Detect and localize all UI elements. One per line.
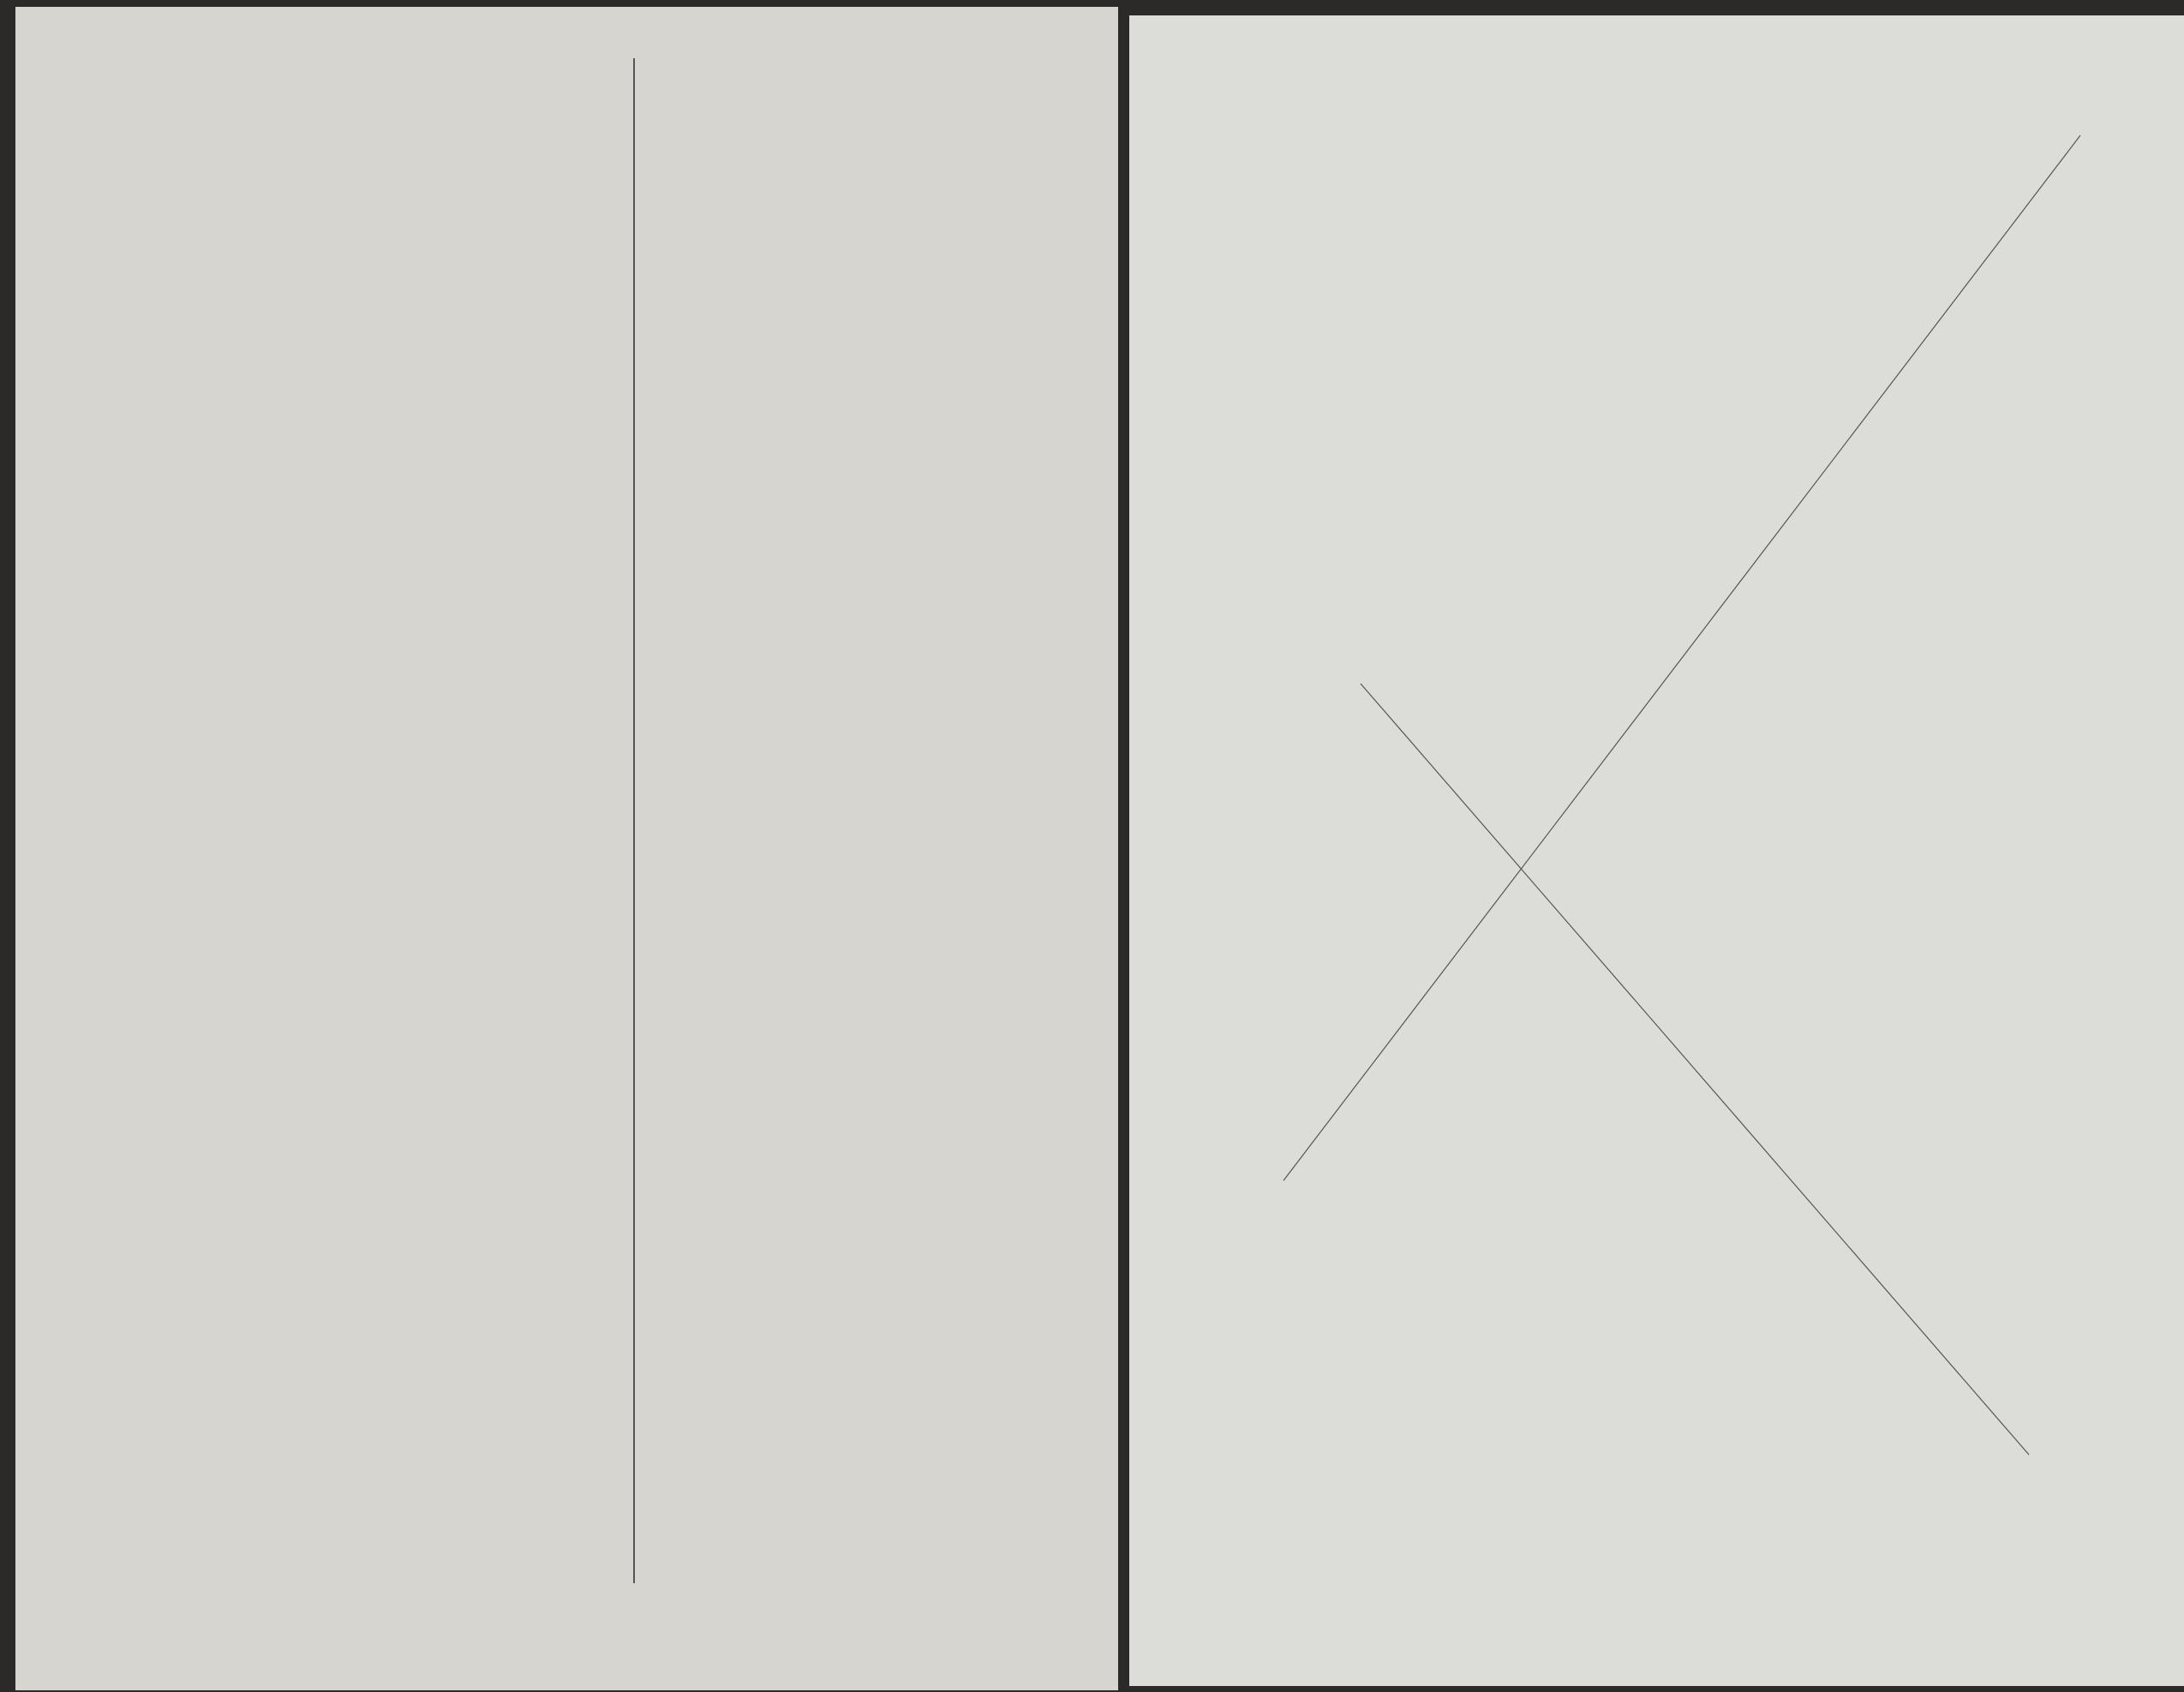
census-form-table <box>1155 50 2176 1506</box>
right-page-census-form <box>1129 15 2184 1686</box>
column-divider <box>633 58 635 1583</box>
left-page-instructions <box>15 7 1118 1690</box>
pencil-cross-out <box>1283 135 2080 1455</box>
